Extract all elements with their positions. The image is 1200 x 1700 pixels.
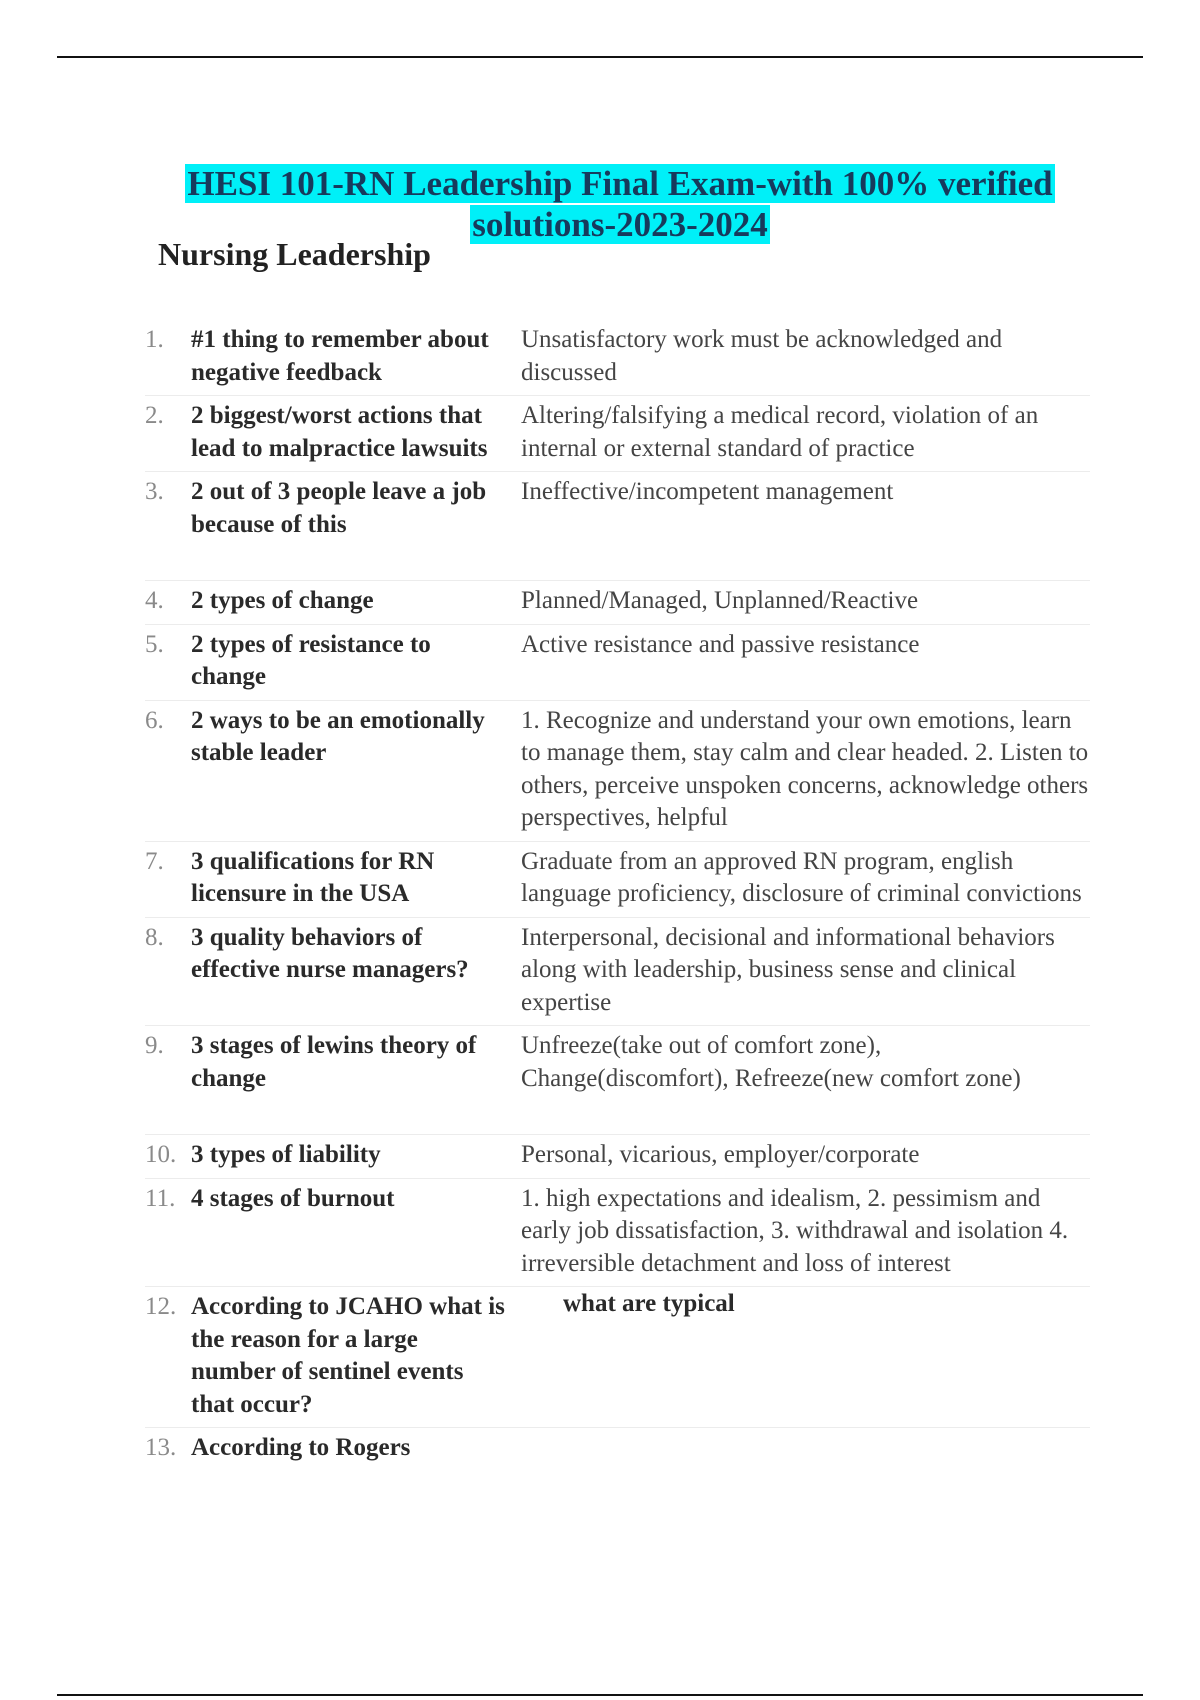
item-number: 10. xyxy=(145,1141,177,1168)
item-definition: Ineffective/incompetent management xyxy=(521,478,894,505)
item-term: #1 thing to remember about negative feedback xyxy=(191,326,489,386)
item-definition: Unfreeze(take out of comfort zone), Change(discomfort), Refreeze(new comfort zone) xyxy=(521,1032,1021,1092)
item-number: 9. xyxy=(145,1032,164,1059)
list-item xyxy=(145,581,1090,625)
item-term: 3 types of liability xyxy=(191,1141,381,1168)
item-term: 2 out of 3 people leave a job because of this xyxy=(191,478,487,538)
list-item xyxy=(145,1135,1090,1179)
flashcard-list xyxy=(145,320,1090,1471)
item-definition xyxy=(513,1432,1090,1465)
item-definition: 1. high expectations and idealism, 2. pessimism and early job dissatisfaction, 3. withdrawal and isolation 4. irreversible detachment and loss of interest xyxy=(521,1184,1069,1277)
list-item xyxy=(145,1287,1090,1428)
item-number: 1. xyxy=(145,326,164,353)
item-definition: 1. Recognize and understand your own emotions, learn to manage them, stay calm and clear headed. 2. Listen to others, perceive unspoken concerns, acknowledge others perspectives, helpful xyxy=(521,706,1089,831)
list-item xyxy=(145,625,1090,701)
item-number: 3. xyxy=(145,478,164,505)
item-definition: Graduate from an approved RN program, english language proficiency, disclosure of criminal convictions xyxy=(521,847,1082,907)
list-item xyxy=(145,396,1090,472)
list-item xyxy=(145,1026,1090,1135)
item-term: 2 types of resistance to change xyxy=(191,630,431,690)
item-term: 3 stages of lewins theory of change xyxy=(191,1032,477,1092)
list-item xyxy=(145,472,1090,581)
item-number: 13. xyxy=(145,1434,177,1461)
list-item xyxy=(145,1428,1090,1471)
top-rule xyxy=(57,56,1143,58)
list-item xyxy=(145,320,1090,396)
item-term: 4 stages of burnout xyxy=(191,1184,395,1212)
item-number: 4. xyxy=(145,587,164,614)
item-term: 2 ways to be an emotionally stable leader xyxy=(191,706,485,766)
item-number: 12. xyxy=(145,1293,177,1320)
bottom-rule xyxy=(57,1694,1143,1696)
item-definition: Planned/Managed, Unplanned/Reactive xyxy=(521,587,919,614)
item-number: 8. xyxy=(145,923,164,951)
list-item xyxy=(145,701,1090,842)
item-term: 3 quality behaviors of effective nurse managers? xyxy=(191,923,469,983)
item-definition: Unsatisfactory work must be acknowledged and discussed xyxy=(521,326,1003,386)
item-term: According to JCAHO what is the reason for a large number of sentinel events that occur? xyxy=(191,1293,505,1418)
section-subtitle: Nursing Leadership xyxy=(158,236,431,272)
item-term: According to Rogers xyxy=(191,1434,411,1461)
document-title: HESI 101-RN Leadership Final Exam-with 100% verified solutions-2023-2024 xyxy=(187,164,1053,245)
list-item xyxy=(145,842,1090,918)
item-definition: what are typical xyxy=(563,1290,735,1317)
item-number: 11. xyxy=(145,1184,176,1212)
item-term: 2 types of change xyxy=(191,587,374,614)
item-definition: Personal, vicarious, employer/corporate xyxy=(521,1141,920,1168)
list-item xyxy=(145,1179,1090,1288)
item-definition: Altering/falsifying a medical record, violation of an internal or external standard of practice xyxy=(521,402,1039,462)
item-term: 3 qualifications for RN licensure in the USA xyxy=(191,847,435,907)
item-term: 2 biggest/worst actions that lead to malpractice lawsuits xyxy=(191,402,488,462)
item-number: 2. xyxy=(145,402,164,429)
item-definition: Interpersonal, decisional and informational behaviors along with leadership, business sense and clinical expertise xyxy=(521,923,1055,1016)
item-definition: Active resistance and passive resistance xyxy=(521,630,920,658)
item-number: 6. xyxy=(145,706,164,734)
item-number: 5. xyxy=(145,630,164,658)
list-item xyxy=(145,918,1090,1027)
item-number: 7. xyxy=(145,847,164,875)
